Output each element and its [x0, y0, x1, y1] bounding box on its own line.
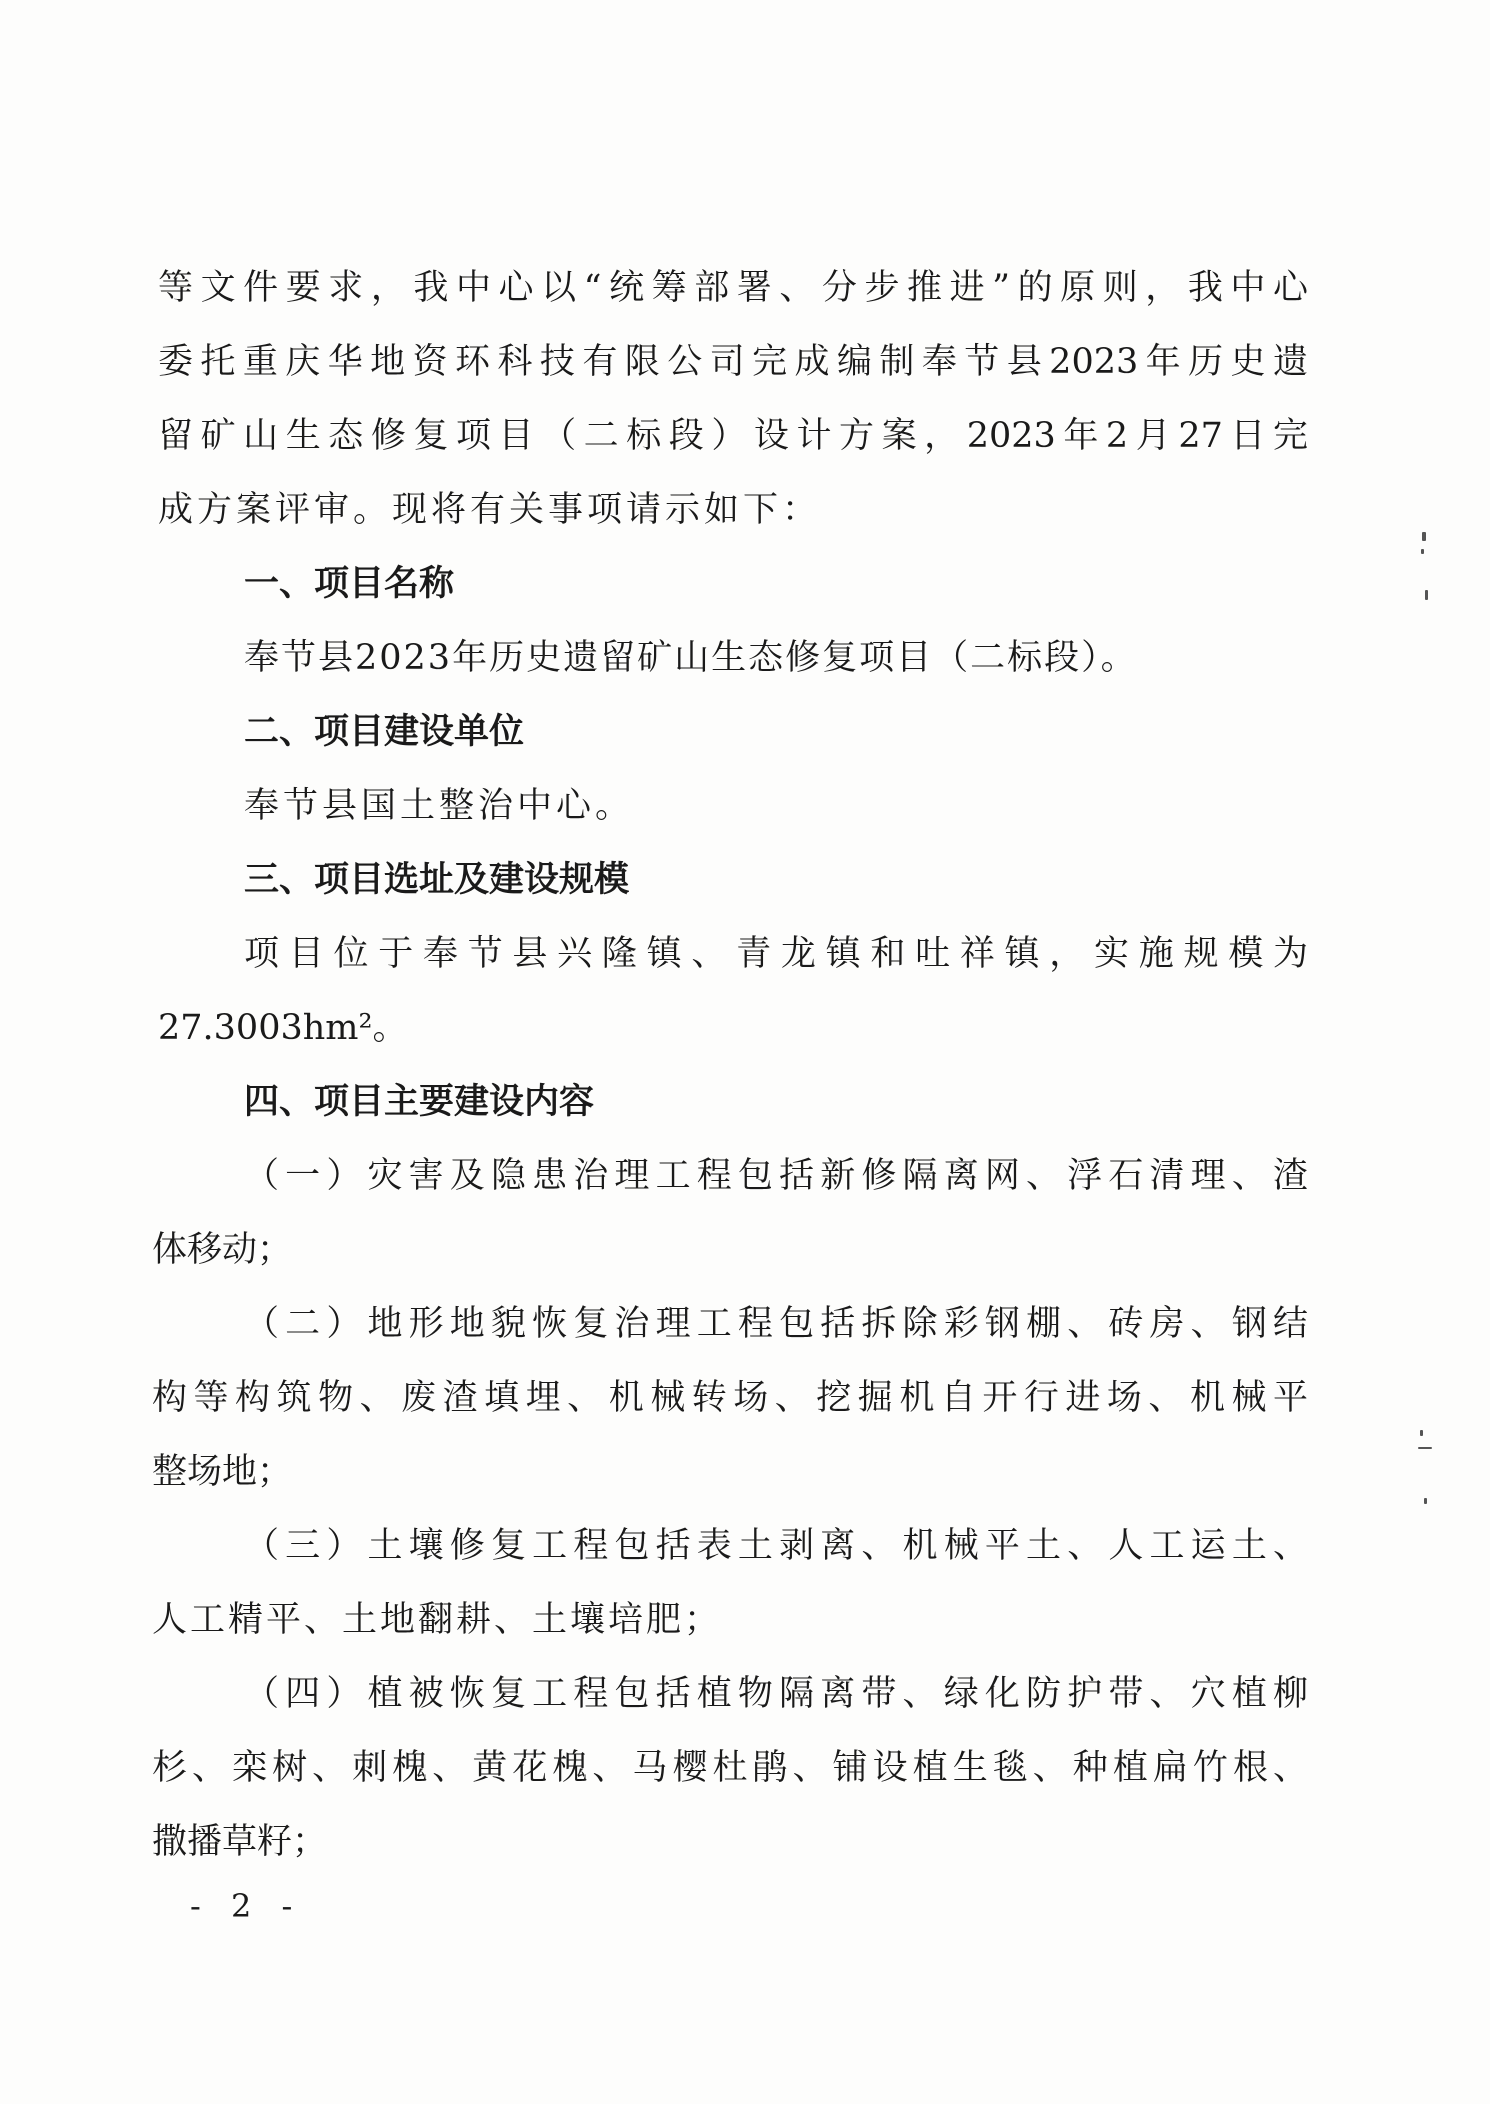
list-item-line: （一）灾害及隐患治理工程包括新修隔离网、浮石清理、渣	[244, 1156, 1308, 1196]
paragraph-line: 留矿山生态修复项目（二标段）设计方案，2023年2月27日完	[158, 416, 1308, 456]
section-text: 奉节县国土整治中心。	[244, 786, 635, 826]
section-text: 奉节县2023年历史遗留矿山生态修复项目（二标段）。	[244, 638, 1138, 678]
page-number: - 2 -	[190, 1887, 303, 1925]
section-heading: 三、项目选址及建设规模	[244, 860, 630, 900]
list-item-line: （四）植被恢复工程包括植物隔离带、绿化防护带、穴植柳	[244, 1674, 1308, 1714]
list-item-line: 撒播草籽；	[152, 1822, 328, 1862]
list-item-line: 体移动；	[152, 1230, 293, 1270]
scan-mark	[1424, 1498, 1427, 1504]
scan-mark	[1422, 532, 1426, 541]
list-item-line: （二）地形地貌恢复治理工程包括拆除彩钢棚、砖房、钢结	[244, 1304, 1308, 1344]
section-text: 27.3003hm²。	[158, 1008, 408, 1048]
list-item-line: （三）土壤修复工程包括表土剥离、机械平土、人工运土、	[244, 1526, 1308, 1566]
scan-mark	[1421, 549, 1424, 554]
paragraph-line: 等文件要求，我中心以“统筹部署、分步推进”的原则，我中心	[158, 268, 1308, 308]
paragraph-line: 成方案评审。现将有关事项请示如下：	[158, 490, 822, 530]
scan-mark	[1418, 1447, 1432, 1449]
list-item-line: 杉、栾树、刺槐、黄花槐、马樱杜鹃、铺设植生毯、种植扁竹根、	[152, 1748, 1308, 1788]
scan-mark	[1425, 590, 1428, 600]
section-heading: 四、项目主要建设内容	[244, 1082, 595, 1122]
section-text: 项目位于奉节县兴隆镇、青龙镇和吐祥镇，实施规模为	[244, 934, 1308, 974]
section-heading: 一、项目名称	[244, 564, 455, 604]
scan-mark	[1420, 1430, 1423, 1436]
section-heading: 二、项目建设单位	[244, 712, 525, 752]
list-item-line: 人工精平、土地翻耕、土壤培肥；	[152, 1600, 723, 1640]
list-item-line: 整场地；	[152, 1452, 293, 1492]
list-item-line: 构等构筑物、废渣填埋、机械转场、挖掘机自开行进场、机械平	[152, 1378, 1308, 1418]
paragraph-line: 委托重庆华地资环科技有限公司完成编制奉节县2023年历史遗	[158, 342, 1308, 382]
